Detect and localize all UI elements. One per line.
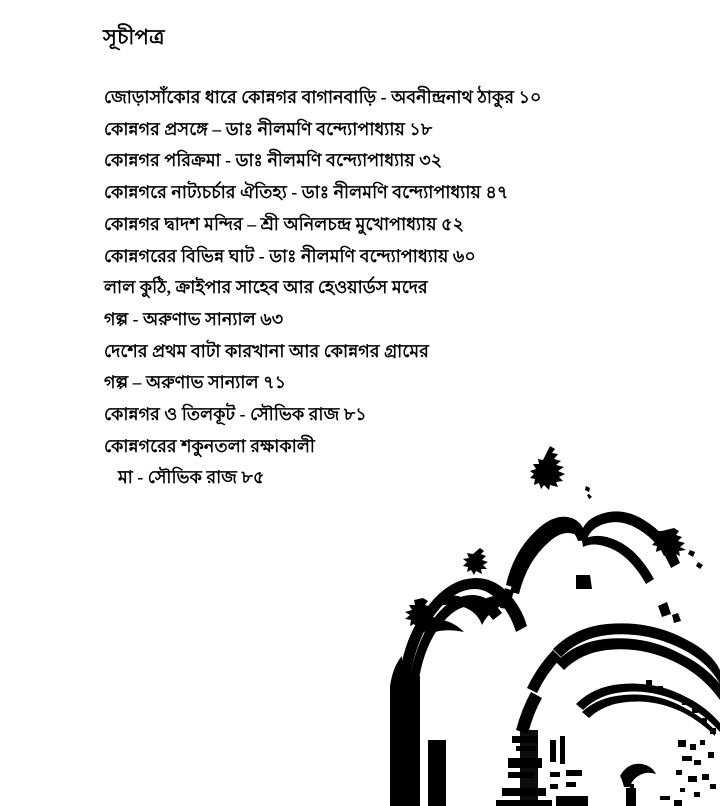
temple-arches-brush-illustration [390,440,720,806]
toc-entry[interactable]: জোড়াসাঁকোর ধারে কোন্নগর বাগানবাড়ি - অবনীন্দ্রনাথ ঠাকুর ১০ [104,87,542,107]
toc-entry[interactable]: দেশের প্রথম বাটা কারখানা আর কোন্নগর গ্রামের [104,340,429,361]
bird-mark-left-arch [424,595,514,639]
toc-entry[interactable]: কোন্নগরের শকুনতলা রক্ষাকালী [104,435,316,456]
toc-entry[interactable]: কোন্নগরের বিভিন্ন ঘাট - ডাঃ নীলমণি বন্দ্যোপাধ্যায় ৬০ [104,245,476,266]
brush-speck-top [530,446,592,499]
toc-entry[interactable]: কোন্নগরে নাট্যচর্চার ঐতিহ্য - ডাঃ নীলমণি বন্দ্যোপাধ্যায় ৪৭ [104,182,509,203]
brush-speck-left [463,548,488,575]
toc-entry[interactable]: কোন্নগর প্রসঙ্গে – ডাঃ নীলমণি বন্দ্যোপাধ্যায় ১৮ [104,118,433,139]
toc-entry[interactable]: গল্প – অরুণাভ সান্যাল ৭১ [104,372,287,393]
toc-entry[interactable]: মা - সৌভিক রাজ ৮৫ [118,467,265,488]
toc-entry[interactable]: কোন্নগর দ্বাদশ মন্দির – শ্রী অনিলচন্দ্র মুখোপাধ্যায় ৫২ [104,213,465,234]
main-arches [390,528,720,806]
page-title: সূচীপত্র [103,25,165,49]
toc-entry[interactable]: কোন্নগর ও তিলকূট - সৌভিক রাজ ৮১ [104,404,367,424]
bird-mark-mid-left [405,598,433,629]
upper-arch [500,511,681,623]
toc-entry[interactable]: গল্প - অরুণাভ সান্যাল ৬৩ [104,308,284,329]
toc-entry[interactable]: লাল কুঠি, ক্রাইপার সাহেব আর হেওয়ার্ডস মদের [104,277,428,298]
toc-entry[interactable]: কোন্নগর পরিক্রমা - ডাঃ নীলমণি বন্দ্যোপাধ্যায় ৩২ [104,150,443,171]
